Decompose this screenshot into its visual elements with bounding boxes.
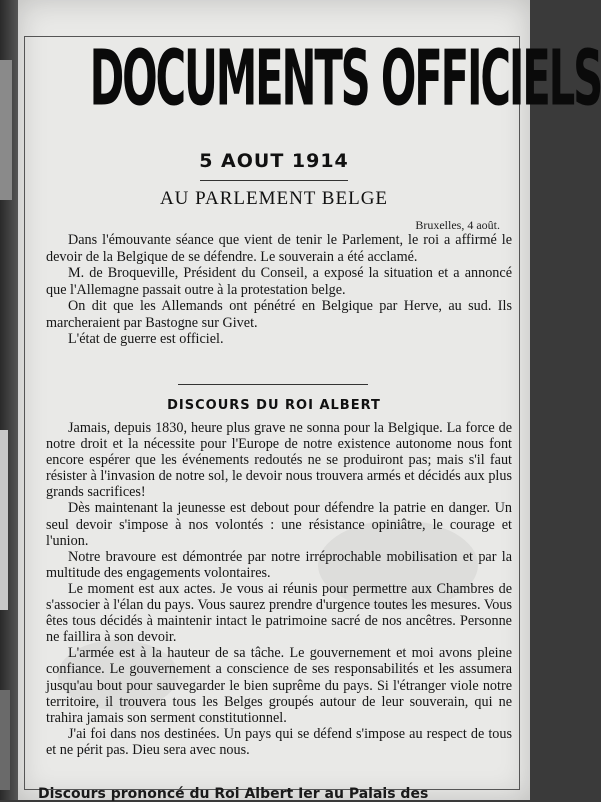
speech-title: DISCOURS DU ROI ALBERT [167,398,381,413]
photo-left-edge [0,0,20,800]
paragraph: Jamais, depuis 1830, heure plus grave ne sonna pour la Belgique. La force de notre droit et la nécessite pour l'Europe de notre existence autonome nous font encore espérer que les événements redoutés ne se produiront pas; mais s'il faut résister à l'invasion de notre sol, le devoir nous trouvera armés et décidés aux plus grands sacrifices! [46,420,512,501]
dateline: Bruxelles, 4 août. [415,218,500,232]
page-headline: DOCUMENTS OFFICIELS [89,33,601,124]
paragraph: On dit que les Allemands ont pénétré en Belgique par Herve, au sud. Ils marcheraient par Bastogne sur Givet. [46,298,512,331]
paragraph: Dès maintenant la jeunesse est debout pour défendre la patrie en danger. Un seul devoir s'impose à nos volontés : une résistance opiniâtre, le courage et l'union. [46,500,512,549]
section-title: AU PARLEMENT BELGE [159,188,389,209]
edge-strip [0,60,12,200]
paragraph: Dans l'émouvante séance que vient de tenir le Parlement, le roi a affirmé le devoir de la Belgique de se défendre. Le souverain a été acclamé. [46,232,512,265]
edge-strip [0,430,8,610]
newspaper-page [18,0,601,802]
caption-line: Discours prononcé du Roi Albert Ier au Palais des [38,786,429,802]
issue-date: 5 AOUT 1914 [199,150,349,172]
paragraph: L'armée est à la hauteur de sa tâche. Le gouvernement et moi avons pleine confiance. Le gouvernement a conscience de ses responsabilités et les assumera jusqu'au bout pour sauvegarder le bien suprême du pays. Si l'étranger viole notre territoire, il trouvera tous les Belges groupés autour de leur souverain, qui ne trahira jamais son serment constitutionnel. [46,645,512,726]
speech-text [46,420,512,758]
paragraph: L'état de guerre est officiel. [68,331,224,347]
paragraph: Le moment est aux actes. Je vous ai réunis pour permettre aux Chambres de s'associer à l'élan du pays. Vous saurez prendre d'urgence toutes les mesures. Vous êtes tous décidés à maintenir intact le patrimoine sacré de nos ancêtres. Personne ne faillira à son devoir. [46,580,512,646]
paragraph: M. de Broqueville, Président du Conseil, a exposé la situation et a annoncé que l'Allemagne passait outre à la protestation belge. [46,265,512,298]
parliament-report [46,232,512,348]
divider [200,180,348,181]
paragraph: Notre bravoure est démontrée par notre irréprochable mobilisation et par la multitude des engagements volontaires. [46,548,512,581]
divider [178,384,368,385]
edge-strip [0,690,10,790]
paragraph: J'ai foi dans nos destinées. Un pays qui se défend s'impose au respect de tous et ne périt pas. Dieu sera avec nous. [46,725,512,758]
